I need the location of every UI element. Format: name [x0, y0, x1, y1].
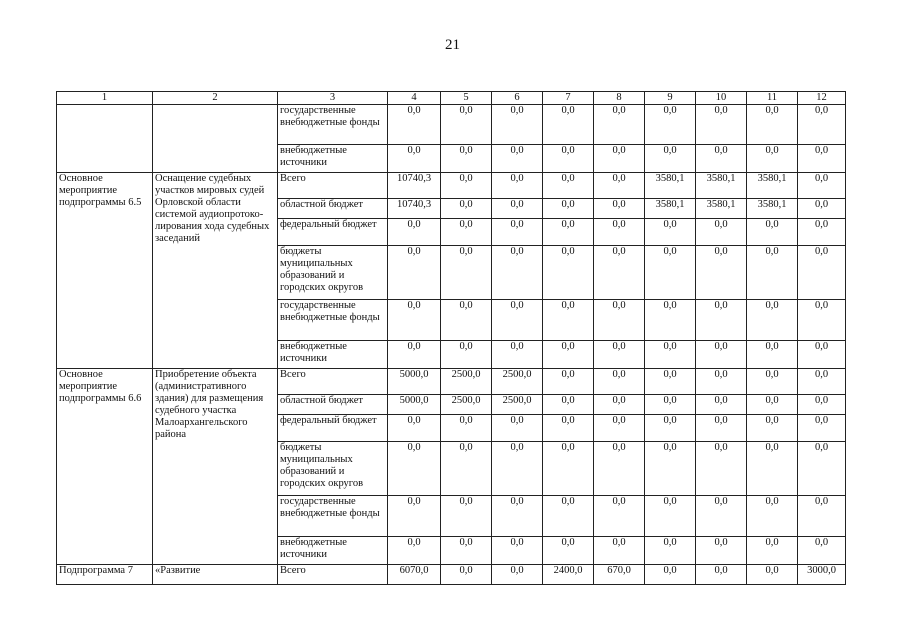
- table-row: [57, 369, 846, 395]
- value-cell: 0,0: [747, 415, 798, 442]
- value-cell: 0,0: [441, 565, 492, 585]
- activity-name-cell: Оснащение судебных участков мировых судей Орловской области системой аудиопротоко-лирования хода судебных заседаний: [153, 173, 278, 369]
- value-cell: 0,0: [388, 246, 441, 300]
- column-header: 9: [645, 92, 696, 105]
- value-cell: 0,0: [543, 415, 594, 442]
- value-cell: 0,0: [388, 105, 441, 145]
- value-cell: 0,0: [594, 369, 645, 395]
- value-cell: 0,0: [543, 199, 594, 219]
- value-cell: 0,0: [543, 246, 594, 300]
- table-row: [57, 105, 846, 145]
- value-cell: 0,0: [492, 246, 543, 300]
- column-header: 1: [57, 92, 153, 105]
- value-cell: 0,0: [798, 300, 846, 341]
- header-row: [57, 92, 846, 105]
- value-cell: 3580,1: [645, 173, 696, 199]
- value-cell: 0,0: [747, 246, 798, 300]
- value-cell: 0,0: [543, 219, 594, 246]
- table-row: [57, 173, 846, 199]
- value-cell: 0,0: [543, 537, 594, 565]
- column-header: 2: [153, 92, 278, 105]
- value-cell: 0,0: [696, 442, 747, 496]
- funding-source-cell: федеральный бюджет: [278, 219, 388, 246]
- funding-source-cell: федеральный бюджет: [278, 415, 388, 442]
- value-cell: 2400,0: [543, 565, 594, 585]
- value-cell: 0,0: [798, 395, 846, 415]
- value-cell: 5000,0: [388, 369, 441, 395]
- value-cell: 0,0: [696, 565, 747, 585]
- value-cell: 0,0: [696, 105, 747, 145]
- column-header: 12: [798, 92, 846, 105]
- value-cell: 0,0: [747, 565, 798, 585]
- value-cell: 0,0: [543, 341, 594, 369]
- value-cell: 0,0: [696, 219, 747, 246]
- value-cell: 3580,1: [696, 199, 747, 219]
- column-header: 4: [388, 92, 441, 105]
- value-cell: 0,0: [747, 395, 798, 415]
- value-cell: 6070,0: [388, 565, 441, 585]
- value-cell: 0,0: [645, 219, 696, 246]
- value-cell: 0,0: [441, 246, 492, 300]
- value-cell: 0,0: [543, 496, 594, 537]
- value-cell: 0,0: [492, 442, 543, 496]
- value-cell: 670,0: [594, 565, 645, 585]
- activity-code-cell: [57, 105, 153, 173]
- value-cell: 3580,1: [747, 173, 798, 199]
- value-cell: 0,0: [798, 537, 846, 565]
- value-cell: 3580,1: [645, 199, 696, 219]
- value-cell: 0,0: [492, 105, 543, 145]
- budget-table: [56, 91, 846, 585]
- value-cell: 0,0: [696, 369, 747, 395]
- value-cell: 0,0: [645, 537, 696, 565]
- value-cell: 0,0: [696, 537, 747, 565]
- column-header: 5: [441, 92, 492, 105]
- value-cell: 2500,0: [441, 369, 492, 395]
- value-cell: 0,0: [594, 395, 645, 415]
- value-cell: 0,0: [441, 219, 492, 246]
- value-cell: 0,0: [696, 395, 747, 415]
- value-cell: 0,0: [441, 496, 492, 537]
- value-cell: 3000,0: [798, 565, 846, 585]
- value-cell: 0,0: [441, 105, 492, 145]
- value-cell: 0,0: [645, 246, 696, 300]
- value-cell: 0,0: [388, 145, 441, 173]
- value-cell: 0,0: [798, 415, 846, 442]
- value-cell: 0,0: [747, 537, 798, 565]
- value-cell: 0,0: [645, 415, 696, 442]
- value-cell: 0,0: [645, 496, 696, 537]
- table-body: [57, 105, 846, 585]
- value-cell: 0,0: [645, 369, 696, 395]
- column-header: 6: [492, 92, 543, 105]
- activity-code-cell: Основное мероприятие подпрограммы 6.5: [57, 173, 153, 369]
- value-cell: 0,0: [798, 369, 846, 395]
- value-cell: 0,0: [594, 300, 645, 341]
- funding-source-cell: Всего: [278, 565, 388, 585]
- activity-name-cell: Приобретение объекта (административного здания) для размещения судебного участка Малоархангельского района: [153, 369, 278, 565]
- column-header: 3: [278, 92, 388, 105]
- value-cell: 0,0: [747, 300, 798, 341]
- value-cell: 0,0: [388, 537, 441, 565]
- value-cell: 0,0: [492, 341, 543, 369]
- value-cell: 0,0: [441, 442, 492, 496]
- value-cell: 0,0: [543, 173, 594, 199]
- value-cell: 0,0: [696, 496, 747, 537]
- value-cell: 0,0: [492, 145, 543, 173]
- value-cell: 0,0: [492, 173, 543, 199]
- value-cell: 0,0: [594, 415, 645, 442]
- value-cell: 0,0: [388, 415, 441, 442]
- value-cell: 0,0: [798, 105, 846, 145]
- funding-source-cell: областной бюджет: [278, 199, 388, 219]
- value-cell: 0,0: [645, 105, 696, 145]
- value-cell: 0,0: [747, 369, 798, 395]
- value-cell: 0,0: [388, 219, 441, 246]
- funding-source-cell: государственные внебюджетные фонды: [278, 300, 388, 341]
- value-cell: 0,0: [747, 219, 798, 246]
- value-cell: 0,0: [798, 173, 846, 199]
- page-number: 21: [445, 37, 460, 53]
- funding-source-cell: бюджеты муниципальных образований и городских округов: [278, 246, 388, 300]
- value-cell: 0,0: [543, 369, 594, 395]
- value-cell: 0,0: [594, 537, 645, 565]
- value-cell: 0,0: [543, 105, 594, 145]
- value-cell: 3580,1: [747, 199, 798, 219]
- table-row: [57, 565, 846, 585]
- value-cell: 0,0: [594, 442, 645, 496]
- funding-source-cell: государственные внебюджетные фонды: [278, 496, 388, 537]
- value-cell: 0,0: [798, 219, 846, 246]
- value-cell: 0,0: [798, 442, 846, 496]
- value-cell: 0,0: [645, 565, 696, 585]
- funding-source-cell: областной бюджет: [278, 395, 388, 415]
- value-cell: 0,0: [594, 199, 645, 219]
- value-cell: 0,0: [388, 442, 441, 496]
- value-cell: 3580,1: [696, 173, 747, 199]
- value-cell: 0,0: [388, 341, 441, 369]
- value-cell: 0,0: [594, 341, 645, 369]
- value-cell: 2500,0: [441, 395, 492, 415]
- activity-name-cell: «Развитие: [153, 565, 278, 585]
- value-cell: 0,0: [696, 300, 747, 341]
- value-cell: 0,0: [594, 219, 645, 246]
- value-cell: 0,0: [441, 537, 492, 565]
- value-cell: 0,0: [747, 341, 798, 369]
- value-cell: 0,0: [441, 300, 492, 341]
- value-cell: 0,0: [492, 496, 543, 537]
- activity-code-cell: Основное мероприятие подпрограммы 6.6: [57, 369, 153, 565]
- value-cell: 0,0: [441, 145, 492, 173]
- value-cell: 0,0: [492, 415, 543, 442]
- value-cell: 0,0: [696, 246, 747, 300]
- value-cell: 0,0: [747, 496, 798, 537]
- funding-source-cell: внебюджетные источники: [278, 537, 388, 565]
- value-cell: 0,0: [543, 442, 594, 496]
- value-cell: 10740,3: [388, 173, 441, 199]
- value-cell: 0,0: [645, 341, 696, 369]
- value-cell: 10740,3: [388, 199, 441, 219]
- value-cell: 0,0: [645, 395, 696, 415]
- value-cell: 0,0: [798, 199, 846, 219]
- value-cell: 0,0: [492, 537, 543, 565]
- activity-code-cell: Подпрограмма 7: [57, 565, 153, 585]
- funding-source-cell: внебюджетные источники: [278, 341, 388, 369]
- value-cell: 0,0: [441, 341, 492, 369]
- value-cell: 0,0: [594, 496, 645, 537]
- value-cell: 0,0: [696, 145, 747, 173]
- value-cell: 0,0: [798, 145, 846, 173]
- value-cell: 0,0: [798, 341, 846, 369]
- value-cell: 0,0: [441, 199, 492, 219]
- value-cell: 0,0: [543, 300, 594, 341]
- value-cell: 0,0: [798, 246, 846, 300]
- funding-source-cell: Всего: [278, 173, 388, 199]
- column-header: 8: [594, 92, 645, 105]
- value-cell: 0,0: [594, 246, 645, 300]
- funding-source-cell: внебюджетные источники: [278, 145, 388, 173]
- value-cell: 0,0: [747, 145, 798, 173]
- value-cell: 2500,0: [492, 369, 543, 395]
- value-cell: 5000,0: [388, 395, 441, 415]
- value-cell: 0,0: [492, 199, 543, 219]
- value-cell: 0,0: [441, 415, 492, 442]
- value-cell: 0,0: [645, 300, 696, 341]
- value-cell: 0,0: [388, 300, 441, 341]
- value-cell: 0,0: [543, 145, 594, 173]
- value-cell: 0,0: [543, 395, 594, 415]
- funding-source-cell: Всего: [278, 369, 388, 395]
- value-cell: 0,0: [696, 341, 747, 369]
- value-cell: 0,0: [696, 415, 747, 442]
- value-cell: 0,0: [492, 300, 543, 341]
- funding-source-cell: государственные внебюджетные фонды: [278, 105, 388, 145]
- value-cell: 0,0: [594, 105, 645, 145]
- value-cell: 0,0: [492, 219, 543, 246]
- value-cell: 0,0: [388, 496, 441, 537]
- column-header: 11: [747, 92, 798, 105]
- column-header: 10: [696, 92, 747, 105]
- activity-name-cell: [153, 105, 278, 173]
- value-cell: 0,0: [441, 173, 492, 199]
- value-cell: 0,0: [594, 145, 645, 173]
- value-cell: 2500,0: [492, 395, 543, 415]
- value-cell: 0,0: [645, 145, 696, 173]
- value-cell: 0,0: [747, 105, 798, 145]
- funding-source-cell: бюджеты муниципальных образований и городских округов: [278, 442, 388, 496]
- value-cell: 0,0: [492, 565, 543, 585]
- value-cell: 0,0: [645, 442, 696, 496]
- value-cell: 0,0: [747, 442, 798, 496]
- value-cell: 0,0: [798, 496, 846, 537]
- column-header: 7: [543, 92, 594, 105]
- value-cell: 0,0: [594, 173, 645, 199]
